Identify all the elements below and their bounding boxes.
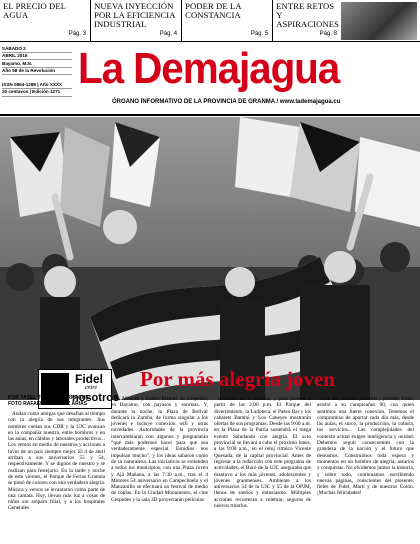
edition-issn: ISSN 0864-1289 | Año XXXX xyxy=(2,81,72,89)
teaser-page: Pág. 4 xyxy=(159,31,178,37)
hero-photo xyxy=(0,117,420,400)
teaser-strip xyxy=(0,0,420,42)
column-text: infantiles en la mañana, y para jóvenes a partir de las 2:00 p.m. El Parque del divertimiento, la Ludoteca, el Paseo Bar y los cabarets Bambú y Los Caneyes mostrarán ofertas de sus programas. Desde las 9:00 a.m. en la Plaza de la Patria sostendrá el mega evento Saludando con alegría. El acto provincial se llevará a cabo el próximo lunes, a las 9:00 a.m., en el reloj rítmico Vicente Quesada, de la capital provincial. Antes de regresar a la redacción con este programa de actividades, el Buró de la UJC aseguraba que mantuvo a los más jóvenes, adolescentes y jóvenes granmenses. Ambiente a los aniversarios 54 de la UJC y 55 de la OPJM, llenos de sueños y entusiasmo. Múltiples acciones recorreran a celebrar, seguras de nuevos triunfos. xyxy=(214,396,311,510)
column-text: Este año, nuestro pioneros y jóvenes, Fidel, asistió a su cumpleaños 90, con quien sentimos una fuerte conexión. Tenemos el compromiso de aportar cada día más, desde las aulas, el surco, la producción, la cultura, los servicios... Las complejidades del contexto actual exigen inteligencia y unidad. Debemos seguir consecuentes con la grandeza de la nación y el futuro que deseamos. Construimos toda espera y momentos en un hombro de alegría, asturios y conquistas. No olvidemos juntos la historia, y sobre todo, continuamos escribiendo nuevas páginas, conscientes del presente, fieles de Fidel, Martí y de nuestros Colón. ¡Muchas felicidades! xyxy=(317,396,414,497)
teaser-4[interactable] xyxy=(273,0,420,41)
teaser-3[interactable] xyxy=(182,0,273,41)
teaser-title: NUEVA INYECCIÓN POR LA EFICIENCIA INDUSTRIAL xyxy=(94,1,176,29)
article-column-2 xyxy=(111,396,208,528)
article-column-4 xyxy=(317,396,414,528)
badge-line-3: nosotros xyxy=(72,392,120,404)
teaser-2[interactable] xyxy=(91,0,182,41)
byline-author: POR YASEL TOLEDO GARNACHE xyxy=(8,395,89,401)
main-headline: Por más alegría joven xyxy=(140,367,335,391)
teaser-1[interactable] xyxy=(0,0,91,41)
badge-line-2: entre xyxy=(85,385,98,391)
teaser-text xyxy=(276,2,339,39)
teaser-title: EL PRECIO DEL AGUA xyxy=(3,1,66,20)
edition-price: 20 centavos | Edición 1271 xyxy=(2,89,72,97)
rally-photo-illustration xyxy=(0,117,420,400)
teaser-title: ENTRE RETOS Y ASPIRACIONES xyxy=(276,1,339,29)
teaser-title: PODER DE LA CONSTANCIA xyxy=(185,1,242,20)
masthead-tagline: ÓRGANO INFORMATIVO DE LA PROVINCIA DE GRANMA / www.lademajagua.cu xyxy=(112,99,341,105)
teaser-page: Pág. 8 xyxy=(319,31,337,37)
edition-box xyxy=(2,45,72,97)
article-column-1 xyxy=(8,411,105,528)
edition-place: Bayamo, M.N. xyxy=(2,60,72,68)
teaser-page: Pág. 3 xyxy=(68,31,87,37)
byline-photo: FOTO RAFAEL MARTÍNEZ ARIAS xyxy=(8,400,88,407)
column-text: Andan como amigas que desafían al tiempo con la alegría de sus integrantes. Sus nombres cuelan sus CDR y la UJC avanzan en la compañía nuestra, entre hombros y en las aulas, en cálidos y laborales productivos... Los vemos en medio de nuestros y acciones a favor de un país siempre mejor. El 4 de abril arriban a sus aniversarios 55 y 54, respectivamente. Y se dignos de nuestro y se realizan para festejarlo. En la tarde y noche de este viernes, el Parque de Ferias Granma se pintó de colores con una verdadera alegría. Música y versos se levantaron como parte de una cantata. Hoy, llevan más luz a cosas de niños sin amparo filial, y a los hospitales Generales xyxy=(8,411,105,512)
masthead xyxy=(0,43,420,116)
edition-date: ABRIL 2016 xyxy=(2,53,72,61)
badge-line-1: Fidel xyxy=(75,372,104,386)
column-text: A. Milanés y Carlos Manuel de Céspedes, en Bayamo, con payasos y sonrisas. Y, durante la noche, la Plaza de Bolívar dedicará la Zumba, de forma singular a los jóvenes e incluye conexión wifi y otras novedades. Autoridades de la provincia intercambiarán con algunos y preguntarán “qué más podemos hacer para que sea verdaderamente especial. Estudios nos impulsan mucho”, y los ideas sabaron como de su naturaleza. Las iniciativas se extienden a todos los municipios, con una Plaza Joven y Ajá Mañana, a las 7:30 a.m., tras el 4 Motores 54 aniversario en Campechuela y el Manzanillo se efectuará un festival de medio de coplas. En la Ciudad Monumento, el cine Céspedes y la sala 3D proyectarán películas xyxy=(111,396,208,503)
article-body xyxy=(8,396,414,528)
newspaper-logo: La Demajagua xyxy=(78,44,340,93)
edition-day: SÁBADO 2 xyxy=(2,45,72,53)
teaser-photo xyxy=(341,2,417,40)
teaser-page: Pág. 5 xyxy=(250,31,269,37)
article-column-3 xyxy=(214,396,311,528)
edition-year: Año 58 de la Revolución xyxy=(2,68,72,76)
